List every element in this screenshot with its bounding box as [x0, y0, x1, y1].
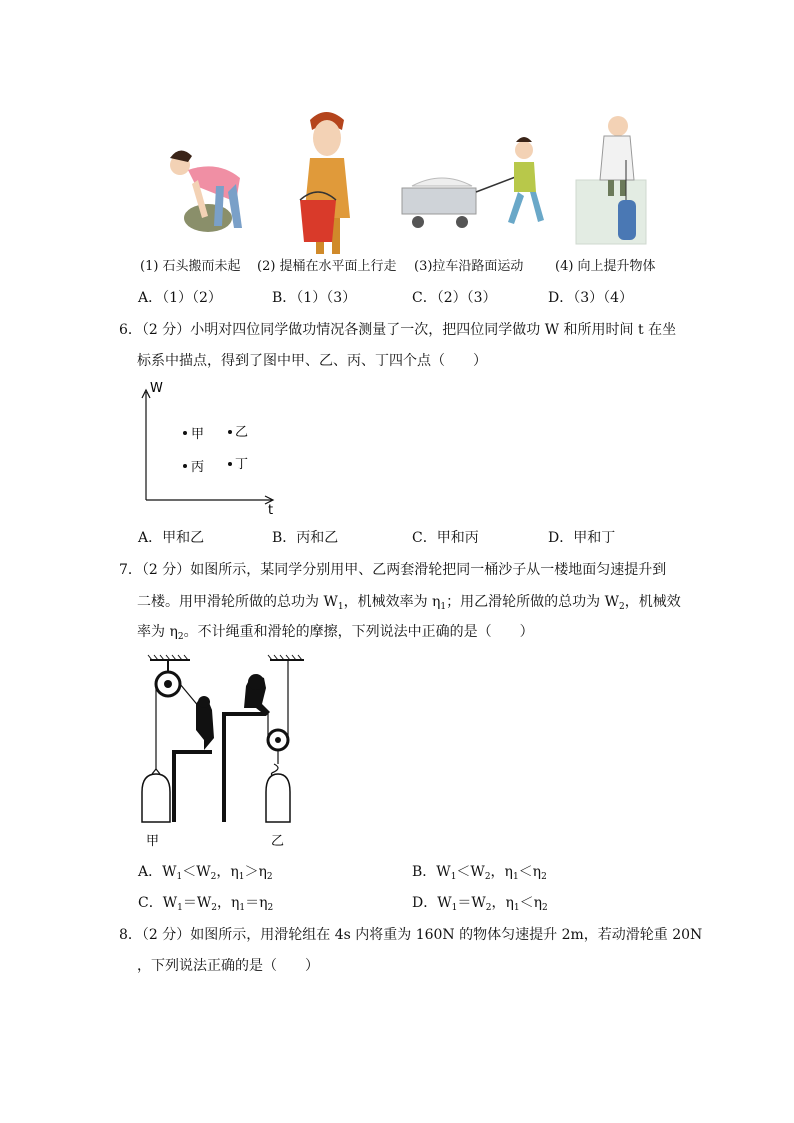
point-jia: [183, 431, 187, 435]
x-axis-label: t: [268, 503, 274, 518]
q7-stem-line3: 率为 $\eta_2$。不计绳重和滑轮的摩擦，下列说法中正确的是（ ）: [137, 624, 534, 642]
y-axis-label: W: [150, 381, 163, 396]
girl-lifting-stone-illustration: [170, 150, 242, 232]
q5-option-a[interactable]: A．（1）（2）: [138, 290, 222, 306]
movable-pulley-setup: [222, 655, 304, 822]
q6-stem-line2: 标系中描点，得到了图中甲、乙、丙、丁四个点（ ）: [137, 353, 487, 369]
point-yi: [228, 430, 232, 434]
fixed-pulley-setup: [142, 655, 214, 822]
point-jia-label: 甲: [191, 427, 205, 442]
q5-illustrations: [140, 100, 670, 260]
q7-option-c[interactable]: C．$W_1=W_2$，$\eta_1=\eta_2$: [138, 895, 274, 913]
point-ding-label: 丁: [235, 457, 249, 472]
boy-pulling-cart-illustration: [402, 137, 544, 228]
q6-w-t-graph: [138, 378, 288, 518]
q8-stem-line1: 8．（2 分）如图所示，用滑轮组在 4s 内将重为 160N 的物体匀速提升 2m，若动滑轮重 20N: [119, 927, 703, 943]
q5-caption-2: (2) 提桶在水平面上行走: [257, 259, 397, 274]
q7-option-d[interactable]: D．$W_1=W_2$，$\eta_1<\eta_2$: [412, 895, 548, 913]
point-ding: [228, 462, 232, 466]
q6-stem-line1: 6．（2 分）小明对四位同学做功情况各测量了一次，把四位同学做功 W 和所用时间 t 在坐: [119, 322, 677, 338]
q5-caption-4: (4) 向上提升物体: [555, 259, 656, 274]
q6-option-c[interactable]: C．甲和丙: [412, 530, 479, 546]
q7-option-b[interactable]: B．$W_1<W_2$，$\eta_1<\eta_2$: [412, 864, 547, 882]
q8-stem-line2: ，下列说法正确的是（ ）: [137, 958, 319, 974]
q5-caption-3: (3)拉车沿路面运动: [414, 259, 524, 274]
man-lifting-object-illustration: [576, 116, 646, 244]
q6-option-d[interactable]: D．甲和丁: [548, 530, 616, 546]
point-yi-label: 乙: [235, 425, 249, 440]
q5-option-d[interactable]: D．（3）（4）: [548, 290, 634, 306]
point-bing: [183, 464, 187, 468]
q5-option-b[interactable]: B．（1）（3）: [272, 290, 357, 306]
fig-label-jia: 甲: [146, 834, 160, 849]
q6-option-b[interactable]: B．丙和乙: [272, 530, 339, 546]
boy-carrying-bucket-illustration: [300, 112, 350, 254]
q5-option-c[interactable]: C．（2）（3）: [412, 290, 497, 306]
q7-stem-line2: 二楼。用甲滑轮所做的总功为 $W_1$，机械效率为 $\eta_1$；用乙滑轮所做的总功为 $W_2$，机械效: [137, 594, 681, 612]
fig-label-yi: 乙: [271, 834, 285, 849]
q7-stem-line1: 7．（2 分）如图所示，某同学分别用甲、乙两套滑轮把同一桶沙子从一楼地面匀速提升到: [119, 562, 667, 578]
q5-caption-1: (1) 石头搬而未起: [140, 259, 241, 274]
q7-pulley-diagram: [138, 652, 318, 852]
point-bing-label: 丙: [191, 460, 205, 475]
q6-option-a[interactable]: A．甲和乙: [138, 530, 205, 546]
q7-option-a[interactable]: A．$W_1<W_2$，$\eta_1>\eta_2$: [138, 864, 273, 882]
